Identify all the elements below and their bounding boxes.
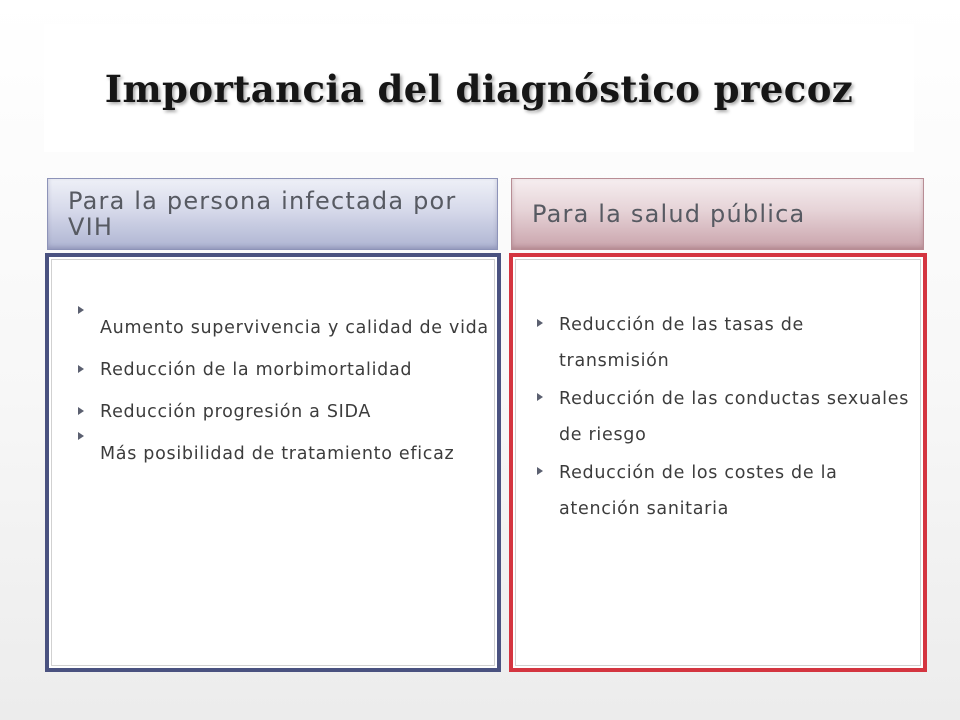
content-box-public-health (509, 253, 927, 672)
list-item (76, 312, 496, 344)
list-item-text: Reducción de la morbimortalidad (100, 360, 413, 380)
slide-title: Importancia del diagnóstico precoz (104, 67, 854, 111)
list-item-text: Aumento supervivencia y calidad de vida (100, 318, 489, 338)
column-header-person (47, 178, 498, 250)
list-item (76, 396, 496, 428)
arrow-bullet-icon (78, 432, 84, 440)
column-header-public-health (511, 178, 924, 250)
list-item-text: Reducción de los costes de la atención sanitaria (559, 463, 838, 519)
column-header-public-health-label: Para la salud pública (532, 200, 806, 228)
arrow-bullet-icon (78, 407, 84, 415)
list-item (535, 307, 915, 379)
list-item-text: Reducción de las tasas de transmisión (559, 315, 804, 371)
list-item-text: Reducción progresión a SIDA (100, 402, 372, 422)
list-item (76, 354, 496, 386)
list-item (535, 455, 915, 527)
arrow-bullet-icon (537, 467, 543, 475)
arrow-bullet-icon (537, 319, 543, 327)
bullet-list-public-health (535, 307, 915, 529)
list-item-text: Reducción de las conductas sexuales de riesgo (559, 389, 910, 445)
list-item (535, 381, 915, 453)
arrow-bullet-icon (537, 393, 543, 401)
list-item (76, 438, 496, 470)
content-box-person (45, 253, 501, 672)
arrow-bullet-icon (78, 365, 84, 373)
list-item-text: Más posibilidad de tratamiento eficaz (100, 444, 455, 464)
arrow-bullet-icon (78, 306, 84, 314)
column-header-person-label: Para la persona infectada por VIH (68, 187, 457, 241)
bullet-list-person (76, 312, 496, 480)
